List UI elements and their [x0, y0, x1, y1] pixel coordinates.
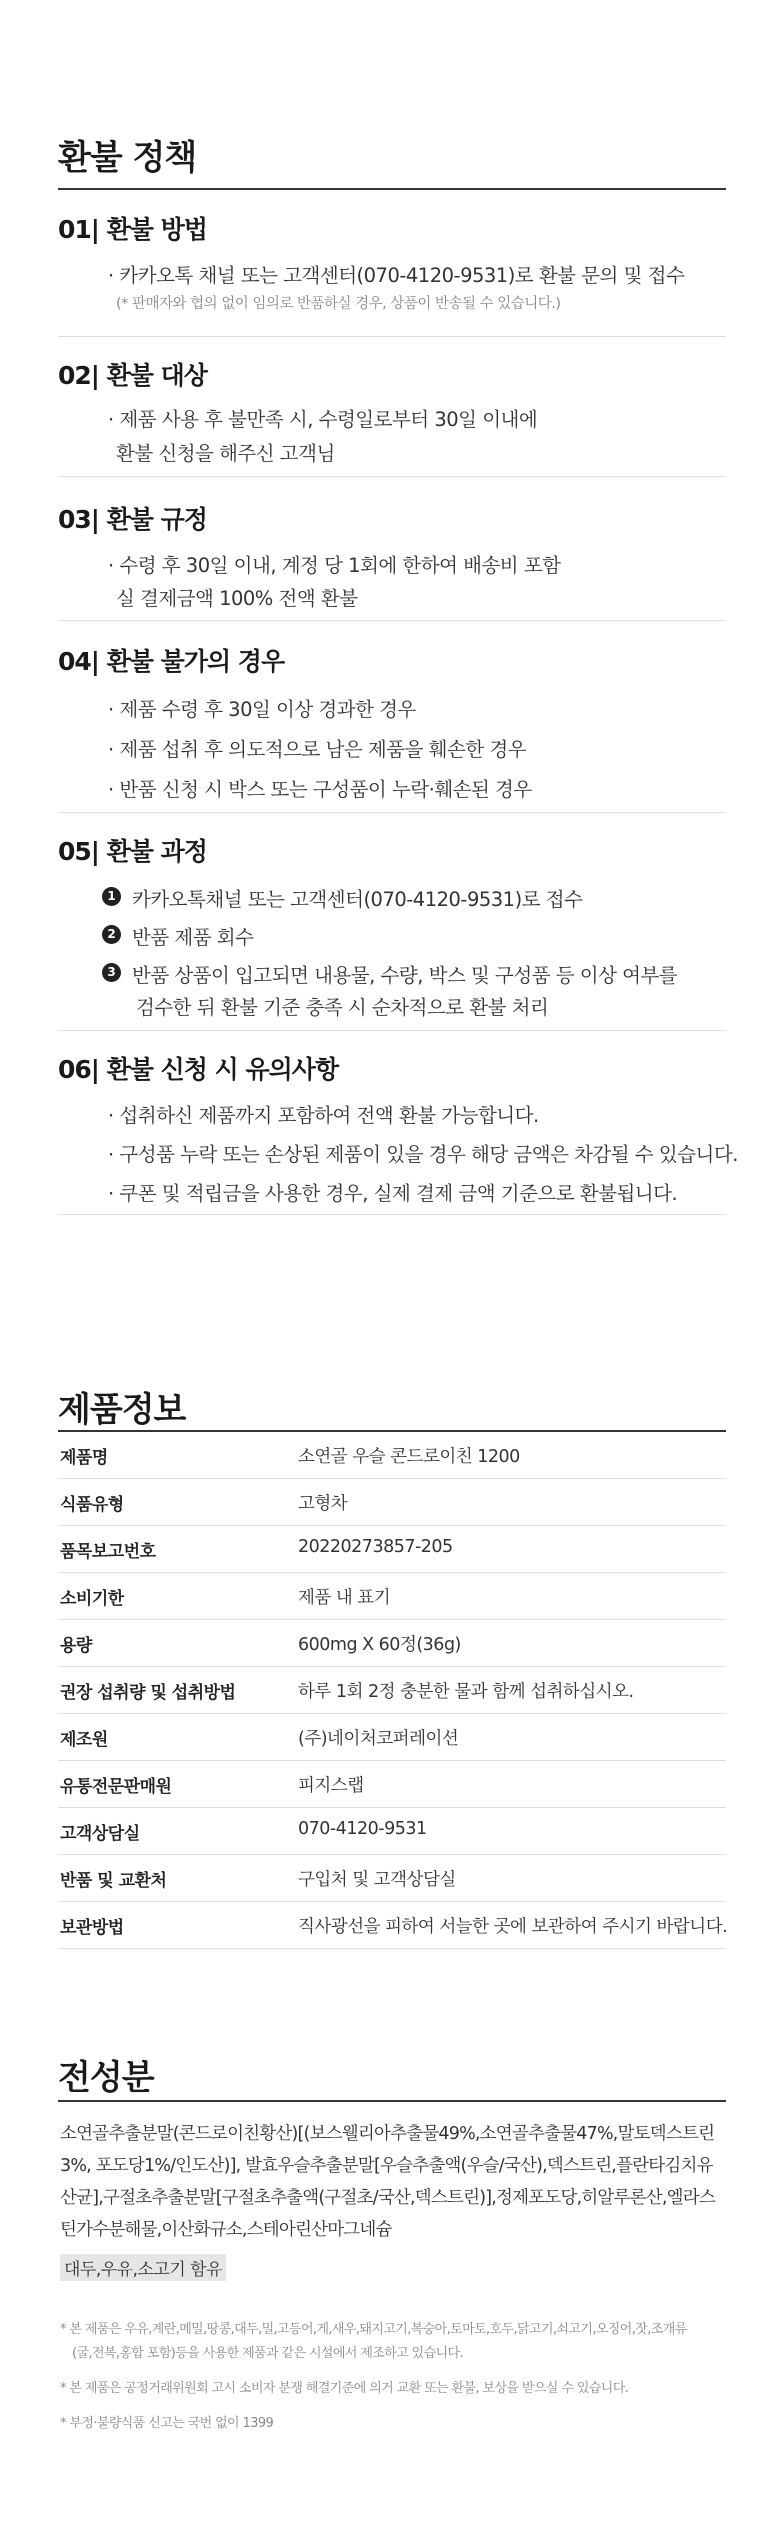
fine-print-note: * 본 제품은 우유,계란,메밀,땅콩,대두,밀,고등어,게,새우,돼지고기,복숭아,토마토,호두,닭고기,쇠고기,오징어,잣,조개류	[60, 2322, 687, 2337]
step-number-badge: 2	[102, 925, 121, 944]
list-item: 환불 신청을 해주신 고객님	[116, 442, 335, 465]
row-value: 하루 1회 2정 충분한 물과 함께 섭취하십시오.	[298, 1682, 634, 1702]
ingredients-title: 전성분	[58, 2058, 154, 2098]
table-row	[58, 1667, 726, 1714]
section-heading: 05| 환불 과정	[58, 837, 207, 866]
row-value: (주)네이처코퍼레이션	[298, 1729, 459, 1749]
table-row	[58, 1902, 726, 1949]
row-label: 품목보고번호	[60, 1542, 156, 1562]
list-item: · 쿠폰 및 적립금을 사용한 경우, 실제 결제 금액 기준으로 환불됩니다.	[108, 1182, 678, 1205]
refund-section-05	[58, 832, 726, 1019]
ingredients-line: 산균],구절초추출분말[구절초추출액(구절초/국산,덱스트린)],정제포도당,히알루론산,엘라스	[60, 2188, 715, 2208]
table-row	[58, 1432, 726, 1479]
ingredients-line: 3%, 포도당1%/인도산)], 발효우슬추출분말[우슬추출액(우슬/국산),덱스트린,플란타김치유	[60, 2156, 713, 2176]
list-item: · 섭취하신 제품까지 포함하여 전액 환불 가능합니다.	[108, 1104, 539, 1127]
section-heading: 03| 환불 규정	[58, 505, 207, 534]
list-item: · 제품 섭취 후 의도적으로 남은 제품을 훼손한 경우	[108, 738, 527, 761]
row-label: 식품유형	[60, 1495, 124, 1515]
row-value: 구입처 및 고객상담실	[298, 1870, 456, 1890]
table-row	[58, 1620, 726, 1667]
step-number-badge: 1	[102, 887, 121, 906]
section-note: (* 판매자와 협의 없이 임의로 반품하실 경우, 상품이 반송될 수 있습니다.)	[116, 296, 561, 312]
product-info-title: 제품정보	[58, 1390, 186, 1430]
row-label: 제조원	[60, 1730, 108, 1750]
row-value: 고형차	[298, 1494, 348, 1514]
list-item: · 제품 수령 후 30일 이상 경과한 경우	[108, 698, 416, 721]
section-divider	[58, 1214, 726, 1215]
section-divider	[58, 620, 726, 621]
row-value: 600mg X 60정(36g)	[298, 1635, 461, 1655]
section-divider	[58, 336, 726, 337]
table-row	[58, 1573, 726, 1620]
allergy-notice: 대두,우유,소고기 함유	[60, 2254, 226, 2281]
table-row	[58, 1479, 726, 1526]
step-text: 카카오톡채널 또는 고객센터(070-4120-9531)로 접수	[132, 888, 583, 911]
row-value: 직사광선을 피하여 서늘한 곳에 보관하여 주시기 바랍니다.	[298, 1917, 728, 1937]
list-item: · 수령 후 30일 이내, 계정 당 1회에 한하여 배송비 포함	[108, 554, 561, 577]
list-item: · 구성품 누락 또는 손상된 제품이 있을 경우 해당 금액은 차감될 수 있습니다.	[108, 1143, 738, 1166]
row-value: 제품 내 표기	[298, 1588, 391, 1608]
section-heading: 04| 환불 불가의 경우	[58, 647, 285, 676]
list-item: 실 결제금액 100% 전액 환불	[116, 587, 358, 610]
table-row	[58, 1808, 726, 1855]
row-label: 권장 섭취량 및 섭취방법	[60, 1683, 236, 1703]
refund-title-divider	[58, 188, 726, 190]
fine-print-note: (굴,전복,홍합 포함)등을 사용한 제품과 같은 시설에서 제조하고 있습니다.	[72, 2346, 464, 2361]
refund-section-04	[58, 642, 726, 801]
section-heading: 02| 환불 대상	[58, 361, 207, 390]
step-text: 반품 상품이 입고되면 내용물, 수량, 박스 및 구성품 등 이상 여부를	[132, 964, 678, 987]
fine-print-note: * 부정·불량식품 신고는 국번 없이 1399	[60, 2416, 274, 2431]
list-item: · 카카오톡 채널 또는 고객센터(070-4120-9531)로 환불 문의 및 접수	[108, 264, 685, 287]
row-label: 보관방법	[60, 1918, 124, 1938]
table-row	[58, 1714, 726, 1761]
row-value: 피지스랩	[298, 1776, 364, 1796]
row-value: 소연골 우슬 콘드로이친 1200	[298, 1447, 520, 1467]
row-label: 용량	[60, 1636, 92, 1656]
row-label: 소비기한	[60, 1589, 124, 1609]
ingredients-list	[60, 2118, 728, 2246]
refund-policy-title: 환불 정책	[58, 138, 197, 178]
section-divider	[58, 1030, 726, 1031]
ingredients-line: 틴가수분해물,이산화규소,스테아린산마그네슘	[60, 2220, 392, 2240]
row-label: 고객상담실	[60, 1824, 140, 1844]
step-number-badge: 3	[102, 963, 121, 982]
row-label: 유통전문판매원	[60, 1777, 172, 1797]
table-row	[58, 1855, 726, 1902]
fine-print-note: * 본 제품은 공정거래위원회 고시 소비자 분쟁 해결기준에 의거 교환 또는 환불, 보상을 받으실 수 있습니다.	[60, 2381, 629, 2396]
step-text: 검수한 뒤 환불 기준 충족 시 순차적으로 환불 처리	[136, 996, 549, 1019]
section-heading: 01| 환불 방법	[58, 215, 207, 244]
row-value: 070-4120-9531	[298, 1819, 427, 1839]
ingredients-divider	[58, 2100, 726, 2102]
section-divider	[58, 812, 726, 813]
refund-section-03	[58, 500, 726, 610]
section-divider	[58, 476, 726, 477]
row-label: 반품 및 교환처	[60, 1871, 167, 1891]
refund-section-01	[58, 210, 726, 312]
section-heading: 06| 환불 신청 시 유의사항	[58, 1055, 339, 1084]
refund-section-06	[58, 1050, 738, 1205]
row-label: 제품명	[60, 1448, 108, 1468]
table-row	[58, 1526, 726, 1573]
list-item: · 제품 사용 후 불만족 시, 수령일로부터 30일 이내에	[108, 408, 538, 431]
list-item: · 반품 신청 시 박스 또는 구성품이 누락·훼손된 경우	[108, 778, 532, 801]
step-text: 반품 제품 회수	[132, 926, 254, 949]
row-value: 20220273857-205	[298, 1537, 453, 1557]
refund-section-02	[58, 356, 726, 465]
ingredients-line: 소연골추출분말(콘드로이친황산)[(보스웰리아추출물49%,소연골추출물47%,말토덱스트린	[60, 2124, 715, 2144]
table-row	[58, 1761, 726, 1808]
